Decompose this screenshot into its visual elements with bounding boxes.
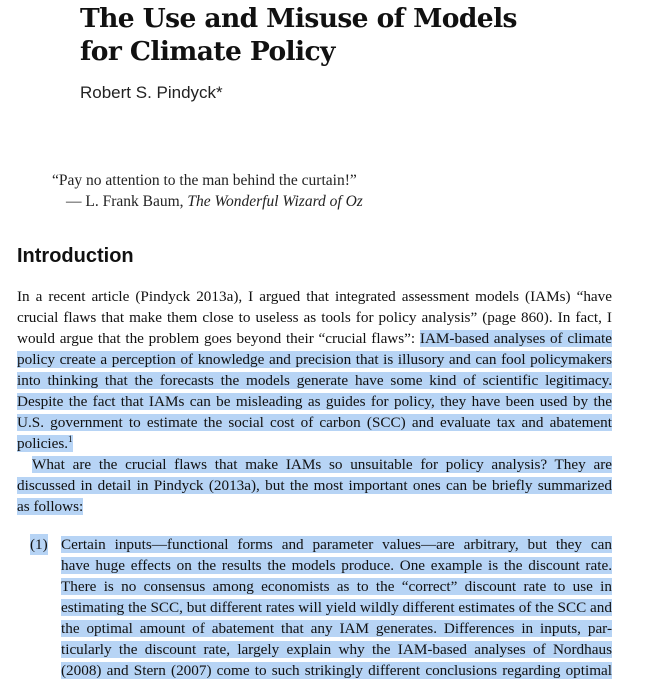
epigraph-work-title: The Wonderful Wizard of Oz bbox=[187, 193, 363, 210]
author-name: Robert S. Pindyck* bbox=[80, 83, 223, 102]
selected-text[interactable]: Despite the fact that IAMs can be misleading as guides for policy, they have been used by the bbox=[17, 393, 612, 410]
paragraph-1-line[interactable]: crucial flaws that make them close to useless as tools for policy analysis” (page 860). In fact, I bbox=[17, 309, 612, 326]
selected-text[interactable]: Certain inputs—functional forms and parameter values—are arbitrary, but they can bbox=[61, 536, 612, 553]
list-item-line[interactable] bbox=[61, 639, 612, 660]
list-item-line[interactable] bbox=[61, 597, 612, 618]
selected-text[interactable]: have huge effects on the results the models produce. One example is the discount rate. bbox=[61, 557, 612, 574]
paragraph-1-line[interactable]: In a recent article (Pindyck 2013a), I argued that integrated assessment models (IAMs) “have bbox=[17, 288, 612, 305]
list-item-line[interactable] bbox=[61, 555, 612, 576]
epigraph bbox=[52, 170, 612, 212]
selected-text[interactable] bbox=[17, 435, 73, 452]
paragraph-2-line[interactable] bbox=[17, 475, 612, 496]
paragraph-1-line[interactable] bbox=[17, 412, 612, 433]
section-heading: Introduction bbox=[17, 245, 134, 267]
paper-title bbox=[80, 2, 640, 68]
selected-text[interactable]: the optimal amount of abatement that any IAM generates. Differences in inputs, par- bbox=[61, 620, 612, 637]
selected-text[interactable]: U.S. government to estimate the social cost of carbon (SCC) and evaluate tax and abatement bbox=[17, 414, 612, 431]
epigraph-quote: “Pay no attention to the man behind the curtain!” bbox=[52, 172, 357, 189]
paragraph-2-line[interactable] bbox=[17, 496, 612, 517]
list-item-line[interactable] bbox=[61, 618, 612, 639]
selected-text[interactable]: into thinking that the forecasts the models generate have some kind of scientific legitimacy. bbox=[17, 372, 612, 389]
footnote-marker[interactable]: 1 bbox=[68, 433, 73, 444]
selected-text[interactable]: (2008) and Stern (2007) come to such strikingly different conclusions regarding optimal bbox=[61, 662, 612, 679]
list-item-line[interactable] bbox=[61, 534, 612, 555]
selected-text[interactable]: There is no consensus among economists as to the “correct” discount rate to use in bbox=[61, 578, 612, 595]
paragraph-1[interactable] bbox=[17, 286, 612, 454]
selected-text-fragment[interactable]: policies. bbox=[17, 435, 69, 452]
selected-text[interactable]: discussed in detail in Pindyck (2013a), but the most important ones can be briefly summarized bbox=[17, 477, 612, 494]
selected-text[interactable]: ticularly the discount rate, largely explain why the IAM-based analyses of Nordhaus bbox=[61, 641, 612, 658]
list-item-line[interactable] bbox=[61, 576, 612, 597]
paragraph-2-line[interactable] bbox=[17, 454, 612, 475]
selected-text[interactable]: estimating the SCC, but different rates will yield wildly different estimates of the SCC and bbox=[61, 599, 612, 616]
selected-text[interactable]: as follows: bbox=[17, 498, 84, 515]
plain-text[interactable]: would argue that the problem goes beyond their “crucial flaws”: bbox=[17, 330, 416, 347]
list-item-body[interactable] bbox=[61, 534, 612, 681]
paragraph-2[interactable] bbox=[17, 454, 612, 517]
paragraph-1-line[interactable] bbox=[17, 349, 612, 370]
title-line-1: The Use and Misuse of Models bbox=[80, 3, 517, 34]
selected-text[interactable]: IAM-based analyses of climate bbox=[419, 330, 613, 347]
paragraph-1-line[interactable] bbox=[17, 370, 612, 391]
selected-text[interactable]: policy create a perception of knowledge and precision that is illusory and can fool policymakers bbox=[17, 351, 612, 368]
list-item-line[interactable] bbox=[61, 660, 612, 681]
paragraph-1-line[interactable] bbox=[17, 328, 612, 349]
list-marker[interactable]: (1) bbox=[30, 536, 48, 553]
selected-text[interactable]: What are the crucial flaws that make IAMs so unsuitable for policy analysis? They are bbox=[32, 456, 612, 473]
epigraph-attribution bbox=[52, 191, 612, 212]
title-line-2: for Climate Policy bbox=[80, 36, 335, 67]
epigraph-attribution-prefix: — L. Frank Baum, bbox=[66, 193, 184, 210]
paragraph-1-line[interactable] bbox=[17, 433, 612, 454]
paragraph-1-line[interactable] bbox=[17, 391, 612, 412]
